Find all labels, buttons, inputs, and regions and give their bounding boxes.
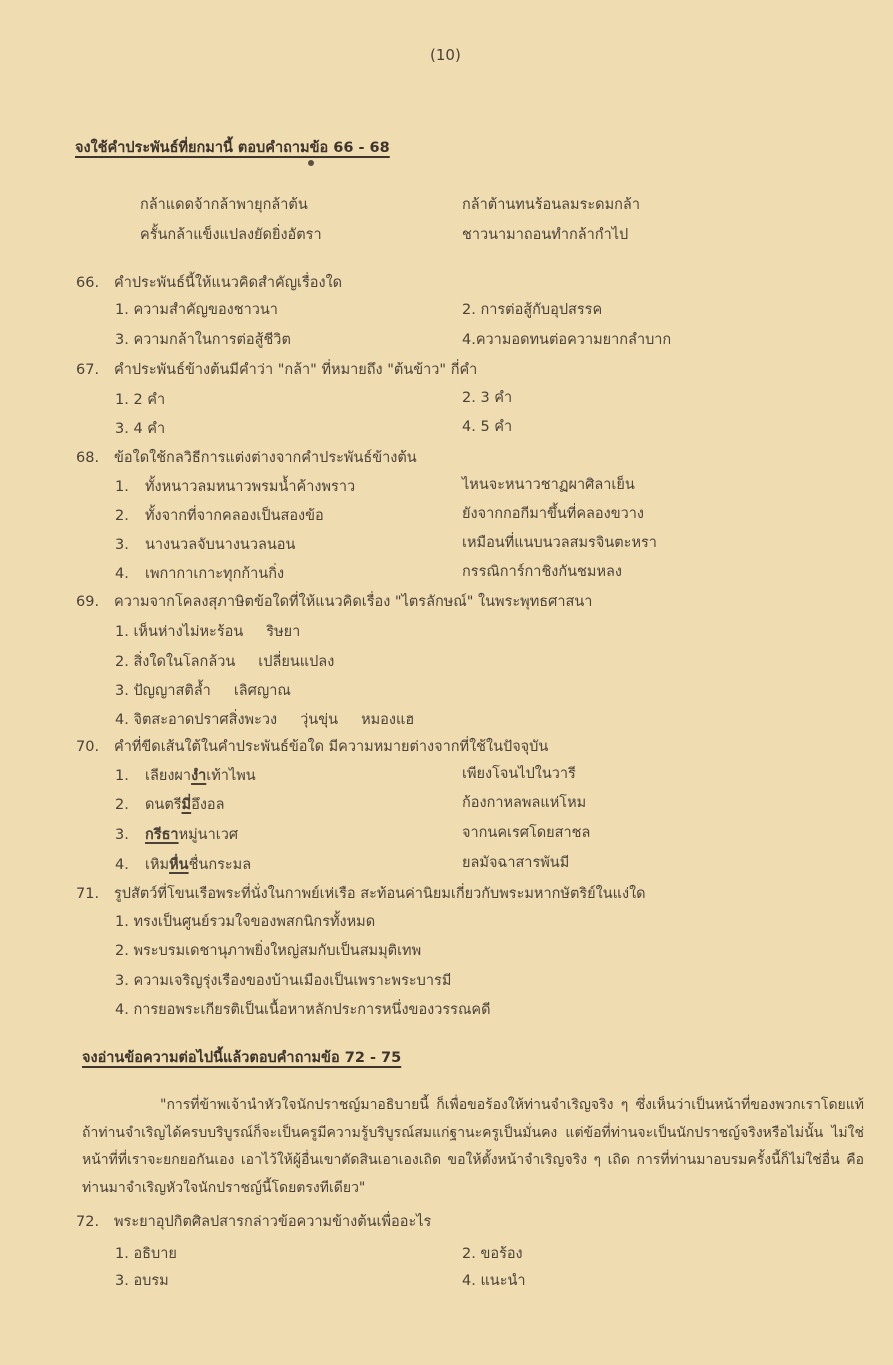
option-text: ดนตรี: [145, 797, 182, 813]
option-text: ชื่นกระมล: [188, 857, 252, 873]
question-number: 68.: [76, 450, 100, 466]
poem-line: ครั้นกล้าแข็งแปลงยัดยิ่งอัตรา: [140, 227, 322, 243]
option: [115, 765, 256, 787]
question-number: 70.: [76, 739, 100, 755]
option-verse: จากนคเรศโดยสาชล: [462, 825, 591, 841]
question-text: คำประพันธ์ข้างต้นมีคำว่า "กล้า" ที่หมายถึง "ต้นข้าว" กี่คำ: [114, 362, 478, 378]
question-67: [76, 359, 477, 381]
option-verse: ยังจากกอกีมาขึ้นที่คลองขวาง: [462, 506, 644, 522]
option: [115, 794, 225, 816]
question-text: รูปสัตว์ที่โขนเรือพระที่นั่งในกาพย์เห่เรือ สะท้อนค่านิยมเกี่ยวกับพระมหากษัตริย์ในแง่ใด: [114, 886, 646, 902]
option-verse: ก้องกาหลพลแห่โหม: [462, 795, 587, 811]
option: [115, 476, 355, 498]
question-71: [76, 883, 646, 905]
underlined-word: งำ: [191, 768, 207, 784]
option-text: เลียงผา: [145, 768, 192, 784]
option-text: อึงอล: [191, 797, 225, 813]
option: 1. ความสำคัญของชาวนา: [115, 302, 278, 318]
option-verse: กรรณิการ์กาชิงกันชมหลง: [462, 564, 622, 580]
option-number: 1.: [115, 479, 129, 495]
option: 2. 3 คำ: [462, 390, 513, 406]
option: 3. ปัญญาสติล้ำ เลิศญาณ: [115, 683, 291, 699]
option: 2. พระบรมเดชานุภาพยิ่งใหญ่สมกับเป็นสมมุติเทพ: [115, 943, 422, 959]
option-text: เพกากาเกาะทุกก้านกิ่ง: [145, 566, 285, 582]
option-text: เท้าไพน: [206, 768, 256, 784]
poem-line: ชาวนามาถอนทำกล้ากำไป: [462, 227, 629, 243]
option-number: 4.: [115, 857, 129, 873]
option: 3. 4 คำ: [115, 421, 166, 437]
option: [115, 534, 295, 556]
option-number: 1.: [115, 768, 129, 784]
question-66: [76, 272, 342, 294]
option: 2. ขอร้อง: [462, 1246, 523, 1262]
option-number: 4.: [115, 566, 129, 582]
option: [115, 563, 284, 585]
option-text: นางนวลจับนางนวลนอน: [145, 537, 296, 553]
reading-passage: "การที่ข้าพเจ้านำหัวใจนักปราชญ์มาอธิบายนี้ ก็เพื่อขอร้องให้ท่านจำเริญจริง ๆ ซึ่งเห็นว่าเป็นหน้าที่ของพวกเราโดยแท้ ถ้าท่านจำเริญได้ครบบริบูรณ์ก็จะเป็นครูมีความรู้บริบูรณ์สมแก่ฐานะครูเป็นมั่นคง แต่ข้อที่ท่านจะเป็นนักปราชญ์จริงหรือไม่นั้น ไม่ใช่หน้าที่ที่เราจะยกยอกันเอง เอาไว้ให้ผู้อื่นเขาตัดสินเอาเองเถิด ขอให้ตั้งหน้าจำเริญจริง ๆ เถิด การที่ท่านมาอบรมครั้งนี้ก็ไม่ใช่อื่น คือท่านมาจำเริญหัวใจนักปราชญ์นี้โดยตรงทีเดียว": [82, 1097, 864, 1196]
option-text: ทั้งหนาวลมหนาวพรมน้ำค้างพราว: [145, 479, 356, 495]
option: [115, 824, 238, 846]
poem-line: กล้าต้านทนร้อนลมระดมกล้า: [462, 197, 640, 213]
option-number: 3.: [115, 827, 129, 843]
ink-dot: [308, 160, 314, 166]
question-text: พระยาอุปกิตศิลปสารกล่าวข้อความข้างต้นเพื่ออะไร: [114, 1214, 432, 1230]
question-number: 67.: [76, 362, 100, 378]
option-verse: เพียงโจนไปในวารี: [462, 766, 576, 782]
option: 3. อบรม: [115, 1273, 169, 1289]
option: 4.ความอดทนต่อความยากลำบาก: [462, 332, 672, 348]
question-number: 71.: [76, 886, 100, 902]
question-72: [76, 1211, 431, 1233]
poem-line: กล้าแดดจ้ากล้าพายุกล้าต้น: [140, 197, 308, 213]
option: 4. จิตสะอาดปราศสิ่งพะวง วุ่นขุ่น หมองแฮ: [115, 712, 415, 728]
option: 3. ความเจริญรุ่งเรืองของบ้านเมืองเป็นเพราะพระบารมี: [115, 973, 452, 989]
section-heading-66-68: จงใช้คำประพันธ์ที่ยกมานี้ ตอบคำถามข้อ 66 - 68: [75, 140, 390, 156]
question-text: คำที่ขีดเส้นใต้ในคำประพันธ์ข้อใด มีความหมายต่างจากที่ใช้ในปัจจุบัน: [114, 739, 549, 755]
option-verse: ไหนจะหนาวชาฏผาศิลาเย็น: [462, 477, 635, 493]
option-text: ทั้งจากที่จากคลองเป็นสองข้อ: [145, 508, 324, 524]
question-69: [76, 591, 592, 613]
question-number: 69.: [76, 594, 100, 610]
option: [115, 854, 251, 876]
option-verse: ยลมัจฉาสารพันมี: [462, 855, 570, 871]
section-heading-72-75: จงอ่านข้อความต่อไปนี้แล้วตอบคำถามข้อ 72 - 75: [82, 1050, 402, 1066]
option-text: เหิม: [145, 857, 170, 873]
underlined-word: หื่น: [169, 857, 189, 873]
page-number: (10): [430, 46, 461, 64]
option-number: 3.: [115, 537, 129, 553]
option-text: หมู่นาเวศ: [178, 827, 239, 843]
option-number: 2.: [115, 508, 129, 524]
option: 1. ทรงเป็นศูนย์รวมใจของพสกนิกรทั้งหมด: [115, 914, 376, 930]
underlined-word: มี่: [181, 797, 192, 813]
option: 2. การต่อสู้กับอุปสรรค: [462, 302, 603, 318]
question-number: 72.: [76, 1214, 100, 1230]
option: 3. ความกล้าในการต่อสู้ชีวิต: [115, 332, 291, 348]
option: 4. แนะนำ: [462, 1273, 526, 1289]
question-70: [76, 736, 548, 758]
option: [115, 505, 324, 527]
underlined-word: กรีธา: [145, 827, 179, 843]
option: 1. 2 คำ: [115, 392, 166, 408]
option: 4. การยอพระเกียรติเป็นเนื้อหาหลักประการหนึ่งของวรรณคดี: [115, 1002, 491, 1018]
question-number: 66.: [76, 275, 100, 291]
option: 4. 5 คำ: [462, 419, 513, 435]
question-68: [76, 447, 417, 469]
question-text: ข้อใดใช้กลวิธีการแต่งต่างจากคำประพันธ์ข้างต้น: [114, 450, 417, 466]
question-text: คำประพันธ์นี้ให้แนวคิดสำคัญเรื่องใด: [114, 275, 343, 291]
option-number: 2.: [115, 797, 129, 813]
option: 1. อธิบาย: [115, 1246, 177, 1262]
option: 1. เห็นห่างไม่หะร้อน ริษยา: [115, 624, 301, 640]
question-text: ความจากโคลงสุภาษิตข้อใดที่ให้แนวคิดเรื่อง "ไตรลักษณ์" ในพระพุทธศาสนา: [114, 594, 593, 610]
option-verse: เหมือนที่แนบนวลสมรจินตะหรา: [462, 535, 657, 551]
option: 2. สิ่งใดในโลกล้วน เปลี่ยนแปลง: [115, 654, 335, 670]
